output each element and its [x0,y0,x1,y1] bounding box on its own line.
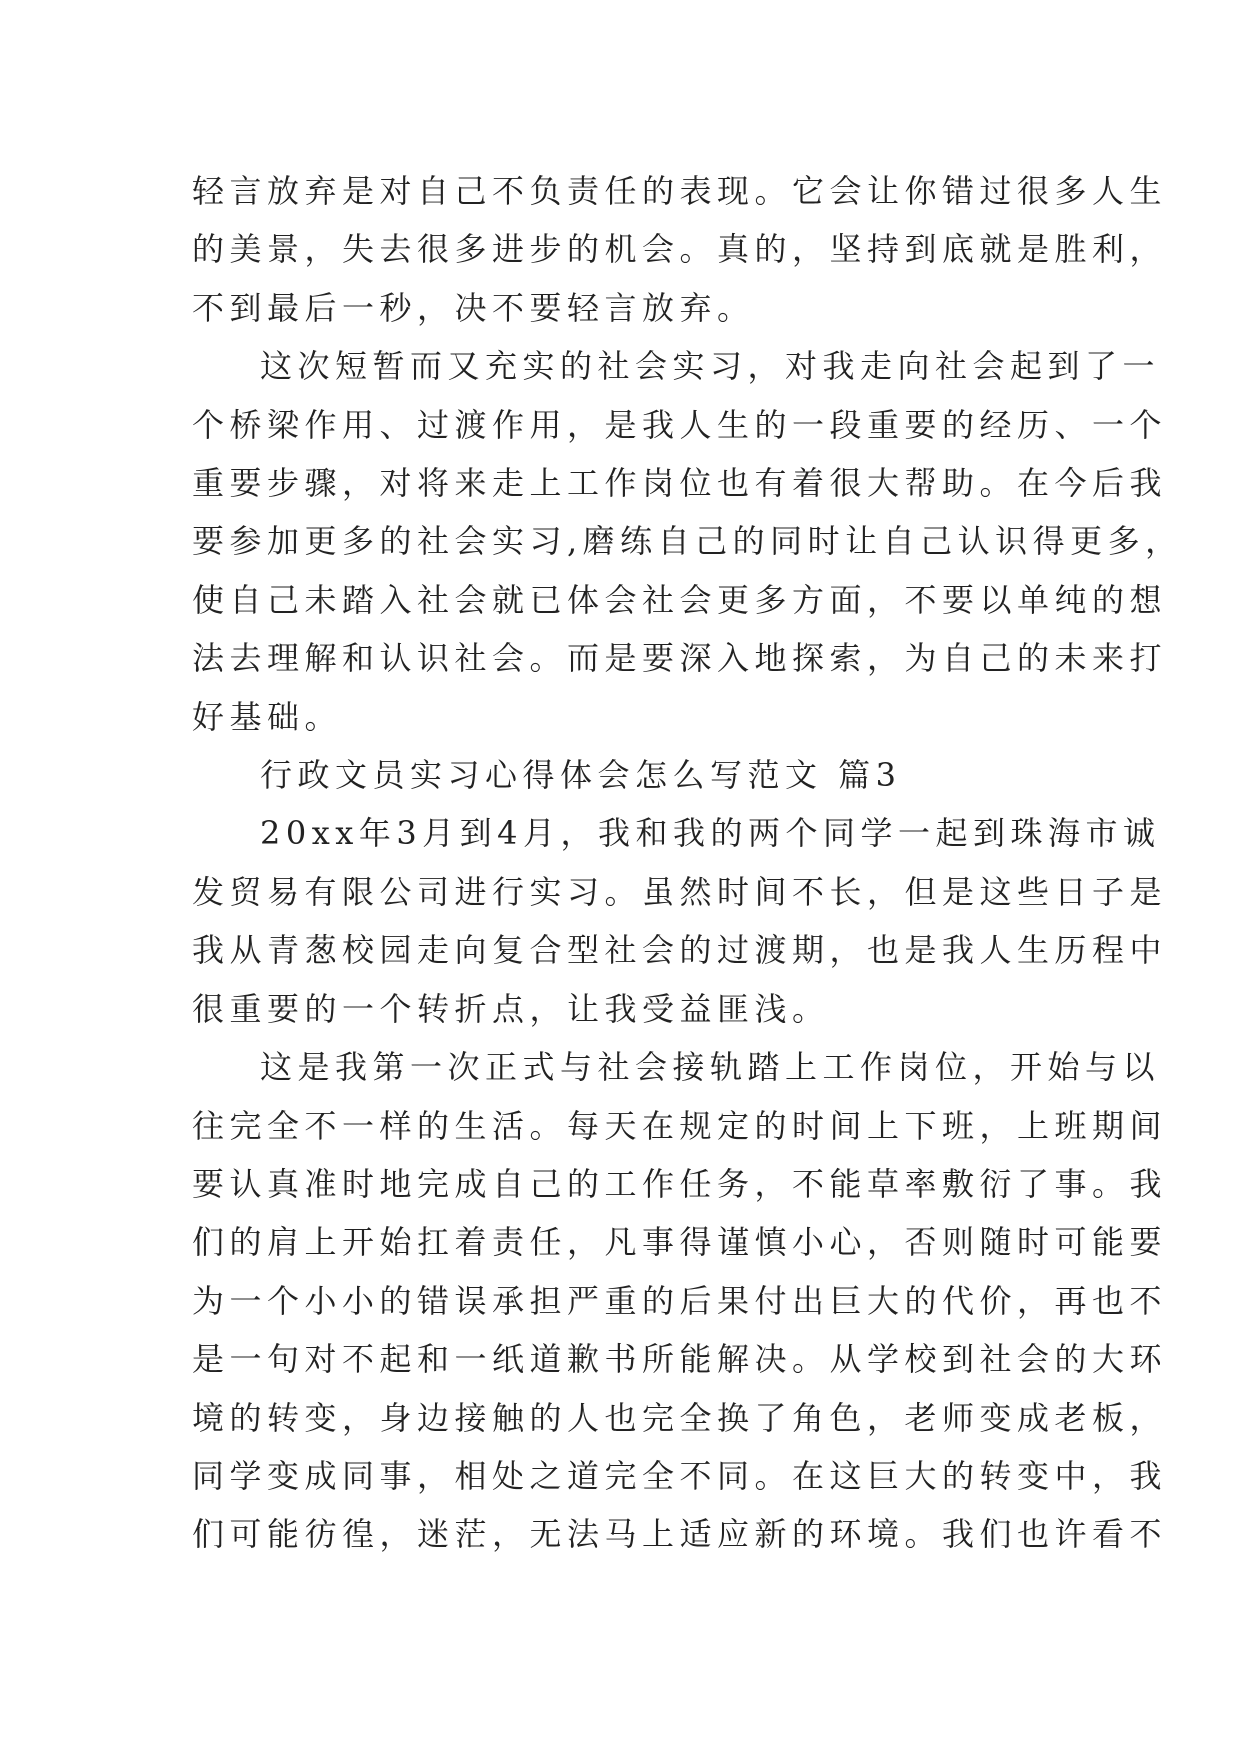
text-line: 好基础。 [192,697,343,736]
text-line: 要参加更多的社会实习,磨练自己的同时让自己认识得更多， [192,522,1183,561]
text-line: 这是我第一次正式与社会接轨踏上工作岗位，开始与以 [260,1048,1161,1087]
text-line: 轻言放弃是对自己不负责任的表现。它会让你错过很多人生 [192,172,1168,210]
text-line: 20xx年3月到4月，我和我的两个同学一起到珠海市诚 [260,814,1161,853]
text-line: 个桥梁作用、过渡作用，是我人生的一段重要的经历、一个 [192,405,1168,444]
text-line: 是一句对不起和一纸道歉书所能解决。从学校到社会的大环 [192,1340,1168,1379]
text-line: 同学变成同事，相处之道完全不同。在这巨大的转变中，我 [192,1456,1168,1495]
text-line: 境的转变，身边接触的人也完全换了角色，老师变成老板， [192,1398,1168,1437]
document-body [192,162,1183,1564]
paragraph [192,162,1168,337]
text-line: 往完全不一样的生活。每天在规定的时间上下班，上班期间 [192,1106,1168,1145]
text-line: 们可能彷徨，迷茫，无法马上适应新的环境。我们也许看不 [192,1515,1168,1554]
text-line: 使自己未踏入社会就已体会社会更多方面，不要以单纯的想 [192,580,1168,619]
paragraph [192,337,1183,746]
text-line: 为一个小小的错误承担严重的后果付出巨大的代价，再也不 [192,1281,1168,1320]
text-line: 发贸易有限公司进行实习。虽然时间不长，但是这些日子是 [192,872,1168,911]
text-line: 们的肩上开始扛着责任，凡事得谨慎小心，否则随时可能要 [192,1223,1168,1262]
text-line: 要认真准时地完成自己的工作任务，不能草率敷衍了事。我 [192,1164,1168,1203]
text-line: 的美景，失去很多进步的机会。真的，坚持到底就是胜利， [192,230,1168,269]
text-line: 我从青葱校园走向复合型社会的过渡期，也是我人生历程中 [192,931,1168,970]
text-line: 法去理解和认识社会。而是要深入地探索，为自己的未来打 [192,639,1168,678]
text-line: 行政文员实习心得体会怎么写范文 篇3 [260,756,902,795]
text-line: 这次短暂而又充实的社会实习，对我走向社会起到了一 [260,347,1161,386]
paragraph [192,804,1168,1038]
text-line: 重要步骤，对将来走上工作岗位也有着很大帮助。在今后我 [192,464,1168,503]
text-line: 不到最后一秒，决不要轻言放弃。 [192,288,755,327]
paragraph [192,1038,1168,1564]
text-line: 很重要的一个转折点，让我受益匪浅。 [192,989,830,1028]
paragraph [192,746,1064,804]
